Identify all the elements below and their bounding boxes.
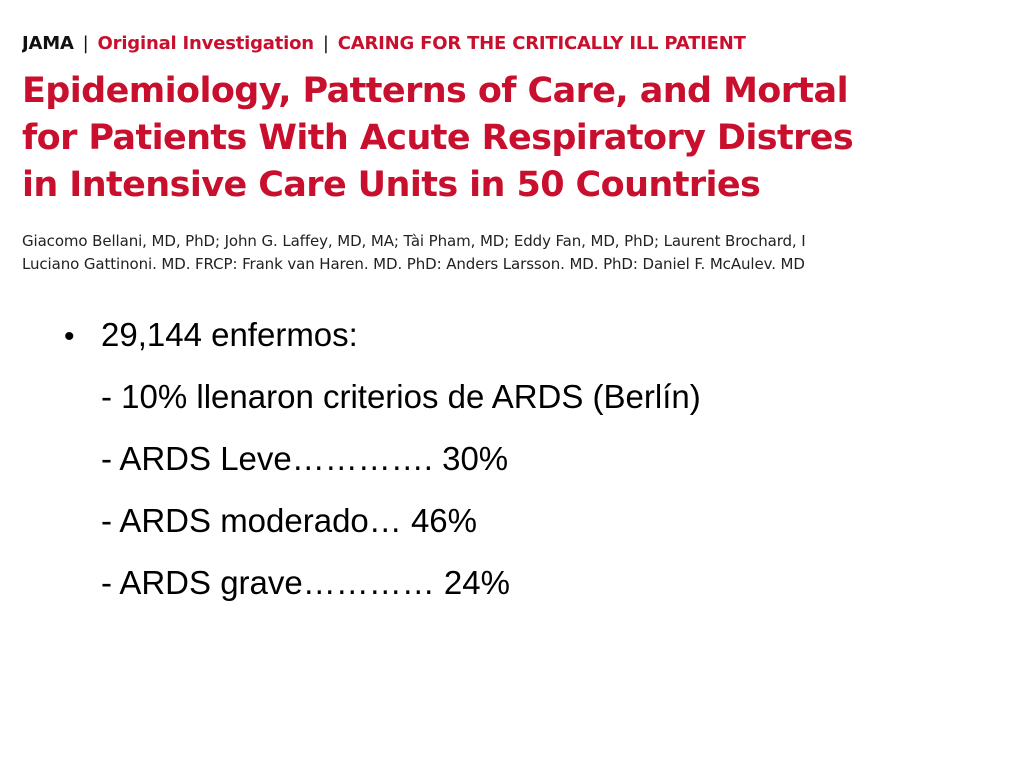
- article-authors: [22, 230, 806, 276]
- bullet-icon: •: [64, 320, 75, 353]
- bullet-list: [64, 310, 701, 620]
- article-kicker: [22, 32, 746, 56]
- bullet-item: [64, 310, 701, 372]
- sub-item: - 10% llenaron criterios de ARDS (Berlín): [101, 378, 701, 415]
- article-header-image: [22, 30, 1024, 280]
- article-type: Original Investigation: [97, 33, 314, 54]
- author-line: Luciano Gattinoni. MD. FRCP: Frank van Haren. MD. PhD: Anders Larsson. MD. PhD: Daniel F. McAulev. MD: [22, 255, 805, 273]
- article-series: CARING FOR THE CRITICALLY ILL PATIENT: [337, 33, 746, 54]
- kicker-separator: |: [322, 33, 329, 54]
- sub-item: - ARDS moderado… 46%: [101, 502, 478, 539]
- bullet-text: 29,144 enfermos:: [101, 316, 358, 353]
- sub-item: - ARDS Leve…………. 30%: [101, 440, 509, 477]
- journal-name: JAMA: [22, 33, 74, 54]
- author-line: Giacomo Bellani, MD, PhD; John G. Laffey, MD, MA; Tài Pham, MD; Eddy Fan, MD, PhD; Laurent Brochard, I: [22, 232, 806, 250]
- article-title-line: for Patients With Acute Respiratory Distres: [22, 118, 854, 158]
- sub-item: - ARDS grave………… 24%: [101, 564, 510, 601]
- kicker-separator: |: [82, 33, 89, 54]
- article-title-line: Epidemiology, Patterns of Care, and Mortal: [22, 71, 848, 111]
- article-title: [22, 68, 853, 209]
- article-title-line: in Intensive Care Units in 50 Countries: [22, 165, 761, 205]
